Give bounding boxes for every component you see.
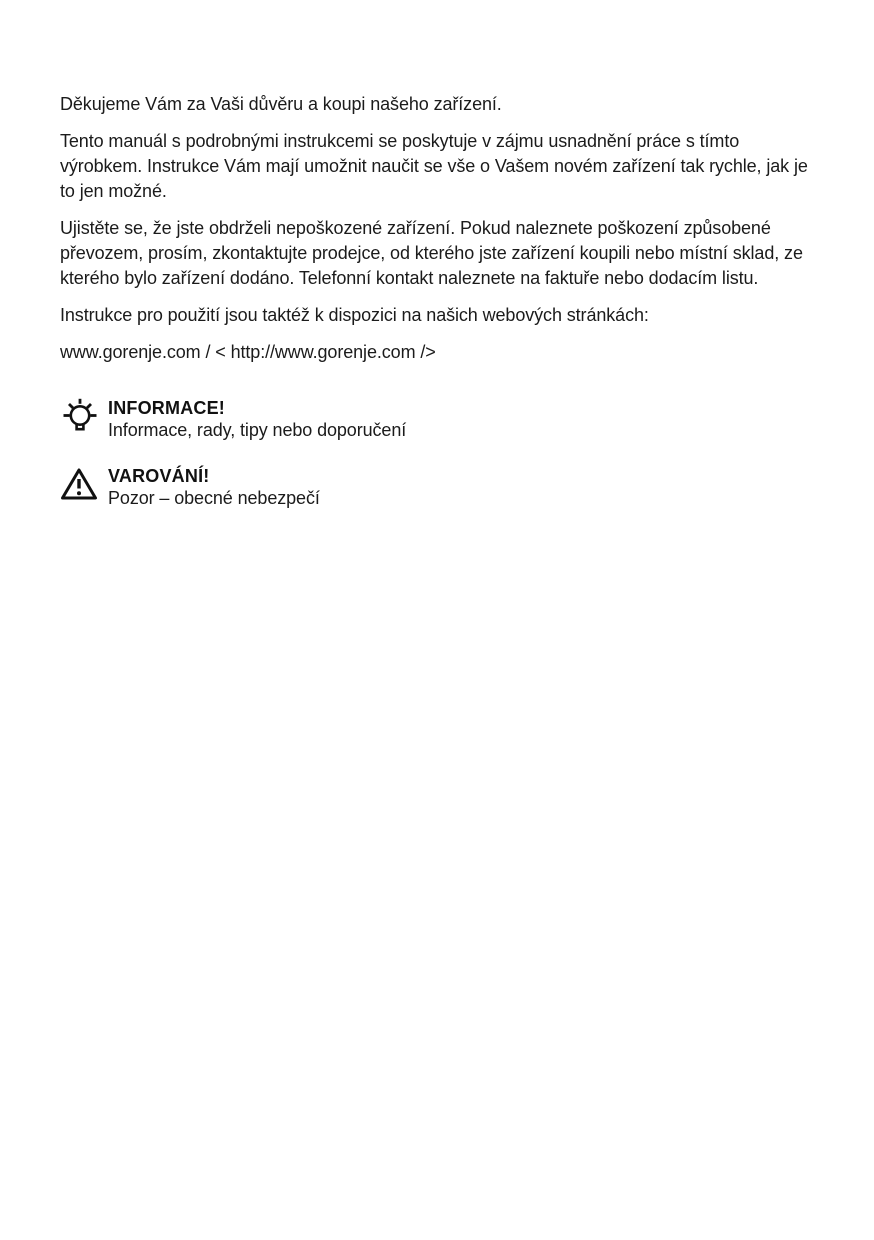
- note-information-description: Informace, rady, tipy nebo doporučení: [108, 420, 407, 440]
- website-line: www.gorenje.com / < http://www.gorenje.com />: [60, 342, 436, 362]
- paragraph-damage-check: Ujistěte se, že jste obdrželi nepoškozené zařízení. Pokud naleznete poškození způsobené převozem, prosím, zkontaktujte prodejce, od kterého jste zařízení koupili nebo místní sklad, ze kterého bylo zařízení dodáno. Telefonní kontakt naleznete na faktuře nebo dodacím listu.: [60, 218, 803, 288]
- legend-notes: [60, 397, 817, 509]
- lightbulb-icon: [60, 397, 102, 439]
- paragraph-thanks: Děkujeme Vám za Vaši důvěru a koupi našeho zařízení.: [60, 94, 502, 114]
- note-information: [60, 397, 817, 441]
- paragraph-web-instructions: Instrukce pro použití jsou taktéž k dispozici na našich webových stránkách:: [60, 305, 649, 325]
- page-content: [60, 92, 817, 533]
- note-information-title: INFORMACE!: [108, 398, 225, 418]
- warning-triangle-icon: [60, 465, 102, 501]
- note-warning-text: [108, 465, 817, 509]
- note-warning-title: VAROVÁNÍ!: [108, 466, 210, 486]
- note-warning: [60, 465, 817, 509]
- note-information-text: [108, 397, 817, 441]
- paragraph-manual-purpose: Tento manuál s podrobnými instrukcemi se poskytuje v zájmu usnadnění práce s tímto výrobkem. Instrukce Vám mají umožnit naučit se vše o Vašem novém zařízení tak rychle, jak je to jen možné.: [60, 131, 808, 201]
- note-warning-description: Pozor – obecné nebezpečí: [108, 488, 320, 508]
